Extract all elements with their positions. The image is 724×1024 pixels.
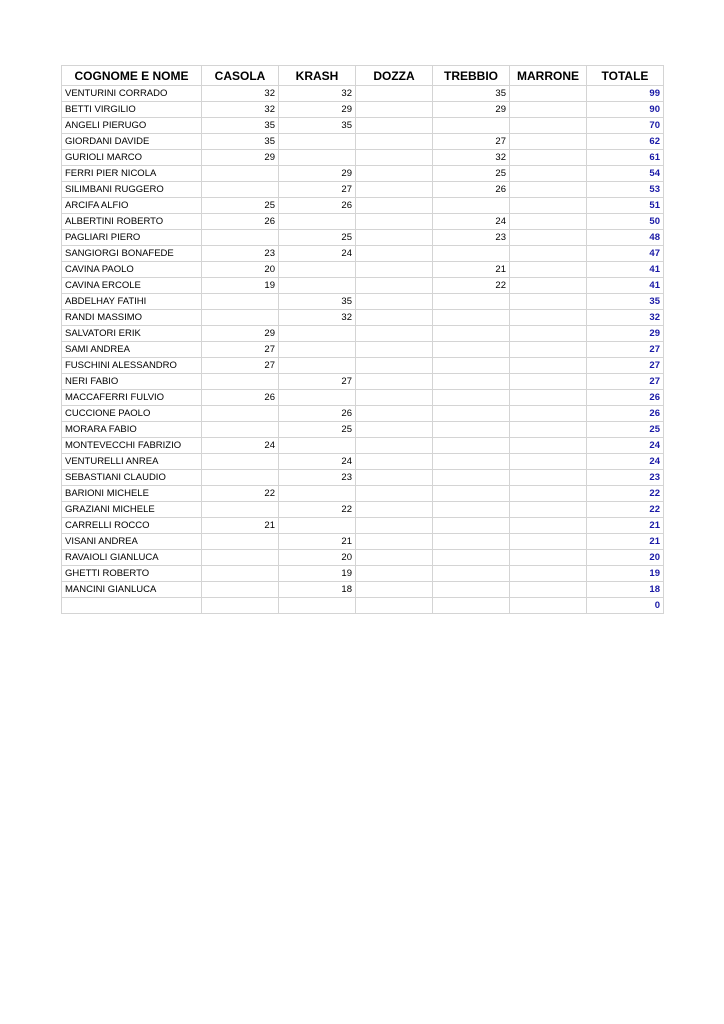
cell-dozza [356,214,433,230]
header-totale: TOTALE [587,66,664,86]
table-row [62,342,664,358]
cell-name: CUCCIONE PAOLO [62,406,202,422]
cell-marrone [510,598,587,614]
cell-marrone [510,86,587,102]
cell-krash: 22 [279,502,356,518]
cell-name: FERRI PIER NICOLA [62,166,202,182]
cell-trebbio: 32 [433,150,510,166]
table-row [62,406,664,422]
cell-marrone [510,502,587,518]
cell-marrone [510,102,587,118]
table-row [62,358,664,374]
cell-trebbio: 35 [433,86,510,102]
cell-casola [202,550,279,566]
cell-krash [279,486,356,502]
table-row [62,486,664,502]
table-row [62,550,664,566]
cell-totale: 27 [587,342,664,358]
cell-name: VISANI ANDREA [62,534,202,550]
cell-totale: 62 [587,134,664,150]
cell-casola [202,502,279,518]
cell-totale: 48 [587,230,664,246]
header-name: COGNOME E NOME [62,66,202,86]
cell-trebbio [433,518,510,534]
table-row [62,518,664,534]
cell-krash: 23 [279,470,356,486]
cell-marrone [510,230,587,246]
cell-dozza [356,294,433,310]
cell-totale: 27 [587,374,664,390]
cell-marrone [510,118,587,134]
cell-dozza [356,598,433,614]
cell-totale: 23 [587,470,664,486]
table-row [62,246,664,262]
cell-dozza [356,230,433,246]
cell-marrone [510,198,587,214]
cell-name: GIORDANI DAVIDE [62,134,202,150]
header-row [62,66,664,86]
cell-marrone [510,262,587,278]
cell-krash: 29 [279,102,356,118]
cell-krash: 25 [279,230,356,246]
cell-dozza [356,198,433,214]
cell-casola [202,310,279,326]
cell-trebbio: 29 [433,102,510,118]
table-row [62,166,664,182]
cell-krash: 24 [279,454,356,470]
cell-casola: 35 [202,118,279,134]
cell-trebbio [433,534,510,550]
cell-totale: 41 [587,262,664,278]
cell-dozza [356,326,433,342]
cell-dozza [356,390,433,406]
cell-casola [202,406,279,422]
cell-trebbio [433,358,510,374]
table-header [62,66,664,86]
cell-name: SALVATORI ERIK [62,326,202,342]
table-row [62,262,664,278]
cell-name: BARIONI MICHELE [62,486,202,502]
cell-casola: 27 [202,358,279,374]
cell-marrone [510,214,587,230]
cell-krash [279,326,356,342]
cell-marrone [510,518,587,534]
cell-name: ARCIFA ALFIO [62,198,202,214]
cell-krash: 29 [279,166,356,182]
cell-casola: 35 [202,134,279,150]
table-row [62,390,664,406]
cell-marrone [510,534,587,550]
cell-krash [279,262,356,278]
cell-name: SAMI ANDREA [62,342,202,358]
cell-name: RAVAIOLI GIANLUCA [62,550,202,566]
cell-name: GHETTI ROBERTO [62,566,202,582]
table-row [62,198,664,214]
cell-trebbio [433,598,510,614]
table-row [62,470,664,486]
cell-marrone [510,438,587,454]
cell-dozza [356,86,433,102]
cell-dozza [356,582,433,598]
cell-totale: 54 [587,166,664,182]
cell-trebbio [433,342,510,358]
cell-casola: 23 [202,246,279,262]
cell-totale: 22 [587,502,664,518]
cell-name: NERI FABIO [62,374,202,390]
cell-trebbio: 27 [433,134,510,150]
cell-dozza [356,486,433,502]
cell-casola: 22 [202,486,279,502]
table-row [62,502,664,518]
cell-trebbio [433,326,510,342]
table-row [62,438,664,454]
cell-name: BETTI VIRGILIO [62,102,202,118]
cell-krash [279,278,356,294]
table-row [62,534,664,550]
cell-dozza [356,150,433,166]
cell-name: PAGLIARI PIERO [62,230,202,246]
cell-casola: 32 [202,86,279,102]
cell-totale: 53 [587,182,664,198]
table-row [62,582,664,598]
table-row [62,102,664,118]
cell-name: SANGIORGI BONAFEDE [62,246,202,262]
cell-marrone [510,294,587,310]
cell-marrone [510,310,587,326]
cell-marrone [510,454,587,470]
cell-dozza [356,454,433,470]
table-row [62,422,664,438]
cell-dozza [356,534,433,550]
cell-name: ALBERTINI ROBERTO [62,214,202,230]
cell-krash [279,134,356,150]
cell-totale: 24 [587,438,664,454]
cell-marrone [510,246,587,262]
cell-krash [279,150,356,166]
cell-totale: 22 [587,486,664,502]
cell-dozza [356,374,433,390]
cell-casola [202,294,279,310]
cell-trebbio [433,486,510,502]
table-row [62,214,664,230]
cell-dozza [356,406,433,422]
cell-casola: 29 [202,326,279,342]
cell-name: MORARA FABIO [62,422,202,438]
cell-krash: 24 [279,246,356,262]
cell-marrone [510,326,587,342]
cell-totale: 61 [587,150,664,166]
cell-totale: 27 [587,358,664,374]
cell-dozza [356,566,433,582]
cell-name: GURIOLI MARCO [62,150,202,166]
cell-totale: 90 [587,102,664,118]
cell-marrone [510,166,587,182]
cell-trebbio [433,294,510,310]
cell-trebbio [433,438,510,454]
cell-totale: 41 [587,278,664,294]
cell-krash: 27 [279,182,356,198]
cell-dozza [356,246,433,262]
cell-dozza [356,102,433,118]
cell-dozza [356,438,433,454]
cell-trebbio: 23 [433,230,510,246]
table-row [62,134,664,150]
cell-name: CAVINA ERCOLE [62,278,202,294]
cell-totale: 47 [587,246,664,262]
cell-totale: 99 [587,86,664,102]
table-row [62,150,664,166]
cell-name: MONTEVECCHI FABRIZIO [62,438,202,454]
cell-krash [279,438,356,454]
cell-casola: 25 [202,198,279,214]
cell-krash: 32 [279,86,356,102]
cell-name: MACCAFERRI FULVIO [62,390,202,406]
cell-marrone [510,422,587,438]
cell-name: VENTURINI CORRADO [62,86,202,102]
cell-trebbio [433,422,510,438]
table-row [62,374,664,390]
table-row [62,454,664,470]
cell-name [62,598,202,614]
table-row [62,598,664,614]
cell-krash [279,518,356,534]
cell-marrone [510,150,587,166]
cell-name: RANDI MASSIMO [62,310,202,326]
cell-trebbio [433,550,510,566]
cell-marrone [510,374,587,390]
cell-totale: 29 [587,326,664,342]
table-row [62,310,664,326]
cell-totale: 70 [587,118,664,134]
cell-casola [202,566,279,582]
cell-marrone [510,358,587,374]
cell-dozza [356,166,433,182]
cell-krash: 32 [279,310,356,326]
cell-totale: 51 [587,198,664,214]
header-trebbio: TREBBIO [433,66,510,86]
cell-name: VENTURELLI ANREA [62,454,202,470]
cell-marrone [510,470,587,486]
cell-krash [279,390,356,406]
cell-dozza [356,342,433,358]
cell-casola [202,422,279,438]
cell-dozza [356,310,433,326]
cell-trebbio: 24 [433,214,510,230]
cell-marrone [510,582,587,598]
cell-trebbio [433,118,510,134]
cell-casola [202,582,279,598]
table-row [62,278,664,294]
cell-trebbio: 21 [433,262,510,278]
cell-trebbio [433,374,510,390]
cell-dozza [356,278,433,294]
cell-casola: 26 [202,390,279,406]
cell-krash: 21 [279,534,356,550]
cell-krash: 35 [279,294,356,310]
cell-casola [202,374,279,390]
cell-marrone [510,390,587,406]
table-body [62,86,664,614]
cell-trebbio [433,566,510,582]
cell-totale: 35 [587,294,664,310]
cell-casola [202,534,279,550]
cell-trebbio [433,502,510,518]
cell-trebbio [433,582,510,598]
cell-casola [202,182,279,198]
cell-krash [279,214,356,230]
cell-marrone [510,342,587,358]
cell-krash: 26 [279,198,356,214]
cell-casola: 19 [202,278,279,294]
table-row [62,230,664,246]
cell-trebbio: 22 [433,278,510,294]
cell-name: ANGELI PIERUGO [62,118,202,134]
cell-name: SILIMBANI RUGGERO [62,182,202,198]
cell-totale: 26 [587,390,664,406]
cell-totale: 50 [587,214,664,230]
table-row [62,182,664,198]
table-row [62,118,664,134]
cell-marrone [510,182,587,198]
cell-trebbio [433,246,510,262]
cell-name: SEBASTIANI CLAUDIO [62,470,202,486]
cell-totale: 24 [587,454,664,470]
cell-totale: 32 [587,310,664,326]
cell-trebbio [433,406,510,422]
cell-marrone [510,566,587,582]
cell-totale: 20 [587,550,664,566]
cell-casola: 27 [202,342,279,358]
cell-casola: 26 [202,214,279,230]
cell-casola [202,470,279,486]
cell-trebbio [433,198,510,214]
header-dozza: DOZZA [356,66,433,86]
table-row [62,326,664,342]
cell-krash: 25 [279,422,356,438]
cell-dozza [356,118,433,134]
cell-trebbio: 25 [433,166,510,182]
cell-name: MANCINI GIANLUCA [62,582,202,598]
cell-name: CARRELLI ROCCO [62,518,202,534]
cell-krash: 27 [279,374,356,390]
cell-trebbio: 26 [433,182,510,198]
table-row [62,86,664,102]
cell-name: GRAZIANI MICHELE [62,502,202,518]
cell-krash [279,598,356,614]
cell-krash: 20 [279,550,356,566]
cell-name: ABDELHAY FATIHI [62,294,202,310]
cell-trebbio [433,390,510,406]
cell-casola: 20 [202,262,279,278]
cell-casola: 21 [202,518,279,534]
cell-casola: 32 [202,102,279,118]
cell-casola [202,598,279,614]
table-row [62,566,664,582]
cell-krash: 35 [279,118,356,134]
cell-totale: 21 [587,518,664,534]
cell-marrone [510,278,587,294]
cell-dozza [356,358,433,374]
cell-trebbio [433,310,510,326]
cell-marrone [510,406,587,422]
cell-casola: 29 [202,150,279,166]
cell-dozza [356,550,433,566]
cell-trebbio [433,454,510,470]
cell-casola [202,230,279,246]
cell-totale: 26 [587,406,664,422]
cell-krash: 19 [279,566,356,582]
standings-table [61,65,664,614]
cell-totale: 0 [587,598,664,614]
header-marrone: MARRONE [510,66,587,86]
table-row [62,294,664,310]
cell-totale: 25 [587,422,664,438]
cell-dozza [356,518,433,534]
cell-name: FUSCHINI ALESSANDRO [62,358,202,374]
cell-marrone [510,550,587,566]
header-krash: KRASH [279,66,356,86]
cell-marrone [510,486,587,502]
header-casola: CASOLA [202,66,279,86]
cell-krash [279,342,356,358]
cell-dozza [356,182,433,198]
cell-totale: 18 [587,582,664,598]
cell-totale: 19 [587,566,664,582]
cell-krash: 18 [279,582,356,598]
cell-dozza [356,422,433,438]
cell-casola: 24 [202,438,279,454]
cell-krash: 26 [279,406,356,422]
cell-casola [202,166,279,182]
cell-dozza [356,470,433,486]
cell-dozza [356,502,433,518]
cell-casola [202,454,279,470]
cell-trebbio [433,470,510,486]
cell-name: CAVINA PAOLO [62,262,202,278]
cell-totale: 21 [587,534,664,550]
cell-dozza [356,134,433,150]
cell-krash [279,358,356,374]
cell-marrone [510,134,587,150]
cell-dozza [356,262,433,278]
